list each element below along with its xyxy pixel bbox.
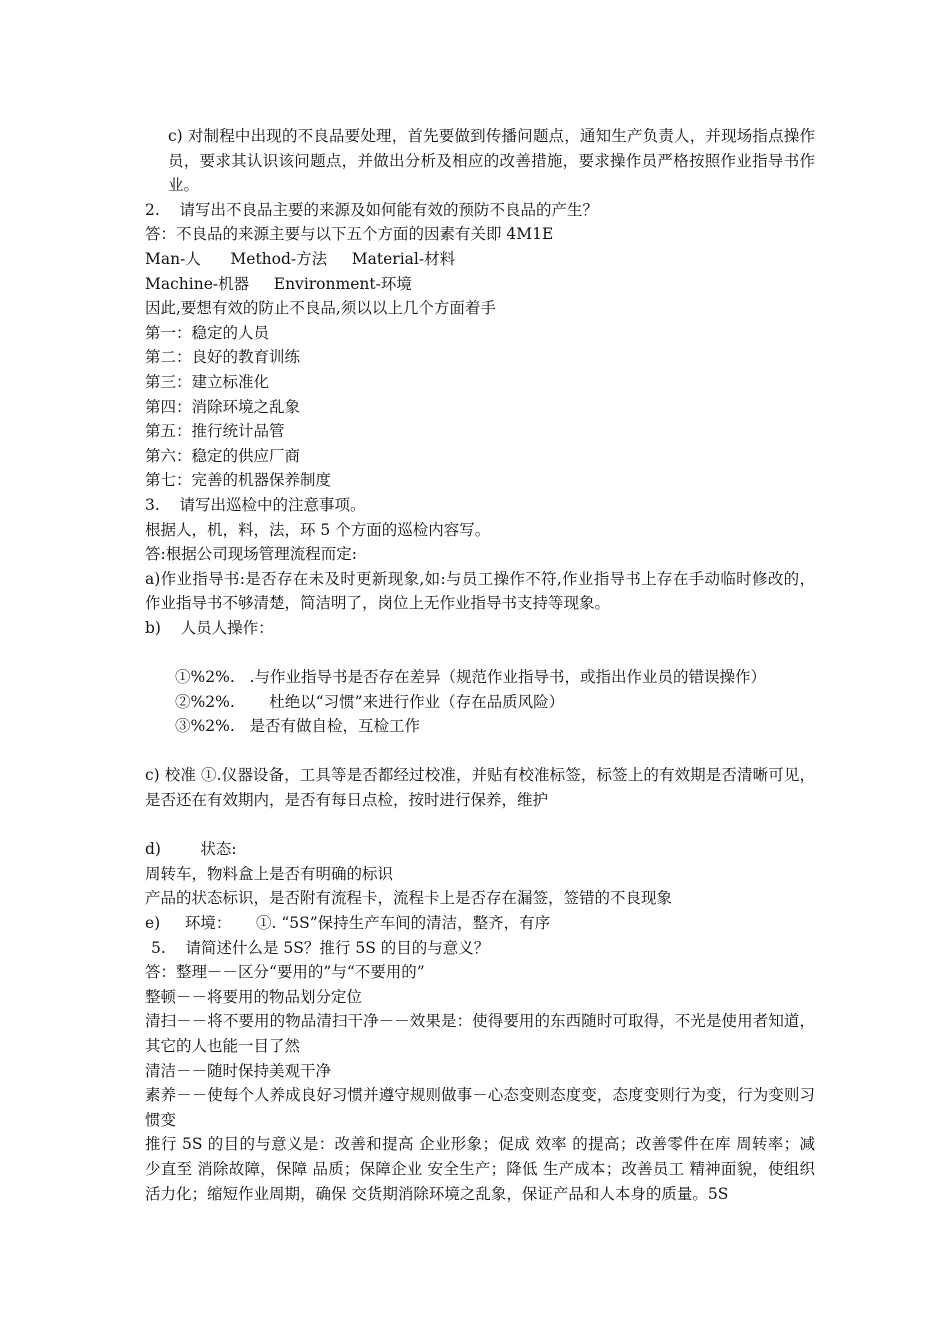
- answer-5-sort: 答：整理－－区分“要用的”与“不要用的”: [145, 963, 425, 982]
- answer-3-intro: 答:根据公司现场管理流程而定:: [145, 545, 357, 564]
- sub-item-1: ①%2%. .与作业指导书是否存在差异（规范作业指导书，或指出作业员的错误操作）: [175, 668, 766, 687]
- question-3: 3. 请写出巡检中的注意事项。: [145, 495, 366, 514]
- blank-line: [145, 640, 815, 665]
- question-2: 2. 请写出不良品主要的来源及如何能有效的预防不良品的产生？: [145, 200, 598, 219]
- factor-line-2: Machine-机器 Environment-环境: [145, 274, 412, 293]
- paragraph-d-status: d) 状态:: [145, 840, 237, 859]
- list-item-2: 第二：良好的教育训练: [145, 348, 301, 367]
- list-item-5: 第五：推行统计品管: [145, 422, 285, 441]
- paragraph-a-instruction: a)作业指导书:是否存在未及时更新现象,如:与员工操作不符,作业指导书上存在手动临时修改的，作业指导书不够清楚，简洁明了，岗位上无作业指导书支持等现象。: [145, 569, 815, 613]
- answer-5-set: 整顿－－将要用的物品划分定位: [145, 987, 363, 1006]
- list-item-3: 第三：建立标准化: [145, 372, 270, 391]
- paragraph-c-calibration: c) 校准 ①.仪器设备，工具等是否都经过校准，并贴有校准标签，标签上的有效期是否清晰可见，是否还在有效期内，是否有每日点检，按时进行保养，维护: [145, 766, 815, 810]
- question-3-note: 根据人，机，料，法，环 5 个方面的巡检内容写。: [145, 520, 491, 539]
- paragraph-e-environment: e) 环境： ①. “5S”保持生产车间的清洁，整齐，有序: [145, 914, 551, 932]
- paragraph-c-process: c) 对制程中出现的不良品要处理，首先要做到传播问题点，通知生产负责人，并现场指点操作员，要求其认识该问题点，并做出分析及相应的改善措施，要求操作员严格按照作业指导书作业。: [168, 127, 815, 195]
- answer-2-intro: 答：不良品的来源主要与以下五个方面的因素有关即 4M1E: [145, 225, 554, 244]
- list-item-6: 第六：稳定的供应厂商: [145, 446, 301, 465]
- answer-5-sustain: 素养－－使每个人养成良好习惯并遵守规则做事－心态变则态度变，态度变则行为变，行为变则习惯变: [145, 1086, 815, 1129]
- list-item-7: 第七：完善的机器保养制度: [145, 471, 332, 490]
- status-line-1: 周转车，物料盒上是否有明确的标识: [145, 864, 394, 883]
- blank-line: [145, 813, 815, 838]
- sub-item-2: ②%2%. 杜绝以“习惯”来进行作业（存在品质风险）: [175, 692, 565, 711]
- answer-5-purpose: 推行 5S 的目的与意义是：改善和提高 企业形象；促成 效率 的提高；改善零件在库 周转率；减少直至 消除故障，保障 品质；保障企业 安全生产；降低 生产成本；改善员工 精神面貌，使组织活力化；缩短作业周期，确保 交货期消除环境之乱象，保证产品和人本身的质量。5S: [145, 1135, 815, 1203]
- blank-line: [145, 739, 815, 764]
- paragraph-b-personnel: b) 人员人操作：: [145, 618, 274, 637]
- sub-item-3: ③%2%. 是否有做自检，互检工作: [175, 717, 421, 736]
- list-item-4: 第四：消除环境之乱象: [145, 397, 301, 416]
- status-line-2: 产品的状态标识，是否附有流程卡，流程卡上是否存在漏签，签错的不良现象: [145, 889, 673, 908]
- answer-5-standardize: 清洁－－随时保持美观干净: [145, 1061, 332, 1080]
- document-body: [145, 124, 815, 1206]
- list-item-1: 第一：稳定的人员: [145, 323, 270, 342]
- answer-2-conclusion: 因此,要想有效的防止不良品,须以以上几个方面着手: [145, 299, 496, 318]
- answer-5-shine: 清扫－－将不要用的物品清扫干净－－效果是：使得要用的东西随时可取得，不光是使用者知道，其它的人也能一目了然: [145, 1012, 815, 1055]
- factor-line-1: Man-人 Method-方法 Material-材料: [145, 249, 456, 268]
- question-5: 5. 请简述什么是 5S？推行 5S 的目的与意义？: [151, 938, 490, 957]
